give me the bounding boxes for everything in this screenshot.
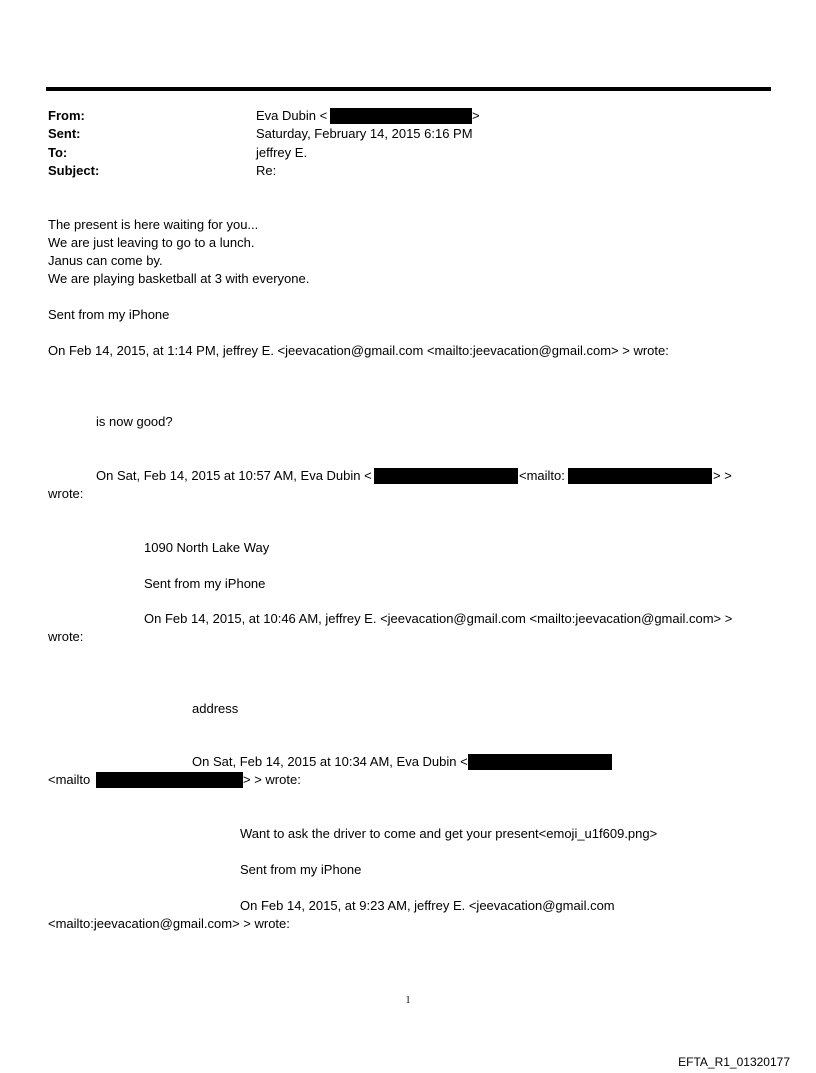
subject-label: Subject:	[48, 163, 100, 178]
to-value: jeffrey E.	[256, 145, 308, 160]
body-line: Janus can come by.	[48, 253, 163, 268]
from-label: From:	[48, 108, 85, 123]
redaction-bar	[374, 468, 518, 484]
quote-signature-4: Sent from my iPhone	[240, 862, 362, 877]
body-signature: Sent from my iPhone	[48, 307, 170, 322]
subject-value: Re:	[256, 163, 277, 178]
to-label: To:	[48, 145, 68, 160]
header-rule	[46, 87, 771, 91]
quote-header-5-wrap: <mailto:jeevacation@gmail.com> > wrote:	[48, 916, 290, 931]
body-line: The present is here waiting for you...	[48, 217, 259, 232]
quote-header-4a: On Sat, Feb 14, 2015 at 10:34 AM, Eva Dubin <	[192, 754, 468, 769]
address-line: 1090 North Lake Way	[144, 540, 270, 555]
quote-header-3: On Feb 14, 2015, at 10:46 AM, jeffrey E. <jeevacation@gmail.com <mailto:jeevacation@gmail.com> >	[144, 611, 733, 626]
from-value: Eva Dubin <	[256, 108, 328, 123]
quote-signature-2: Sent from my iPhone	[144, 576, 266, 591]
redaction-bar	[96, 772, 243, 788]
body-line: We are playing basketball at 3 with everyone.	[48, 271, 310, 286]
quote-header-5: On Feb 14, 2015, at 9:23 AM, jeffrey E. <jeevacation@gmail.com	[240, 898, 615, 913]
quote-header-2-wrap: wrote:	[48, 486, 84, 501]
bates-number: EFTA_R1_01320177	[678, 1055, 790, 1069]
quote-text-3: address	[192, 701, 239, 716]
quote-header-4-wrap-a: <mailto	[48, 772, 91, 787]
quote-header-2c: > >	[713, 468, 732, 483]
quote-header-1: On Feb 14, 2015, at 1:14 PM, jeffrey E. <jeevacation@gmail.com <mailto:jeevacation@gmail.com> > wrote:	[48, 343, 669, 358]
redaction-bar	[568, 468, 712, 484]
quote-header-4-wrap-b: > > wrote:	[243, 772, 301, 787]
sent-value: Saturday, February 14, 2015 6:16 PM	[256, 126, 473, 141]
quote-text-1: is now good?	[96, 414, 173, 429]
redaction-bar	[468, 754, 612, 770]
body-line: We are just leaving to go to a lunch.	[48, 235, 255, 250]
from-value-end: >	[472, 108, 480, 123]
quote-header-2b: <mailto:	[519, 468, 565, 483]
quote-text-4: Want to ask the driver to come and get your present<emoji_u1f609.png>	[240, 826, 658, 841]
redaction-bar	[330, 108, 472, 124]
page-number: 1	[405, 995, 411, 1006]
quote-header-2a: On Sat, Feb 14, 2015 at 10:57 AM, Eva Dubin <	[96, 468, 372, 483]
sent-label: Sent:	[48, 126, 81, 141]
quote-header-3-wrap: wrote:	[48, 629, 84, 644]
